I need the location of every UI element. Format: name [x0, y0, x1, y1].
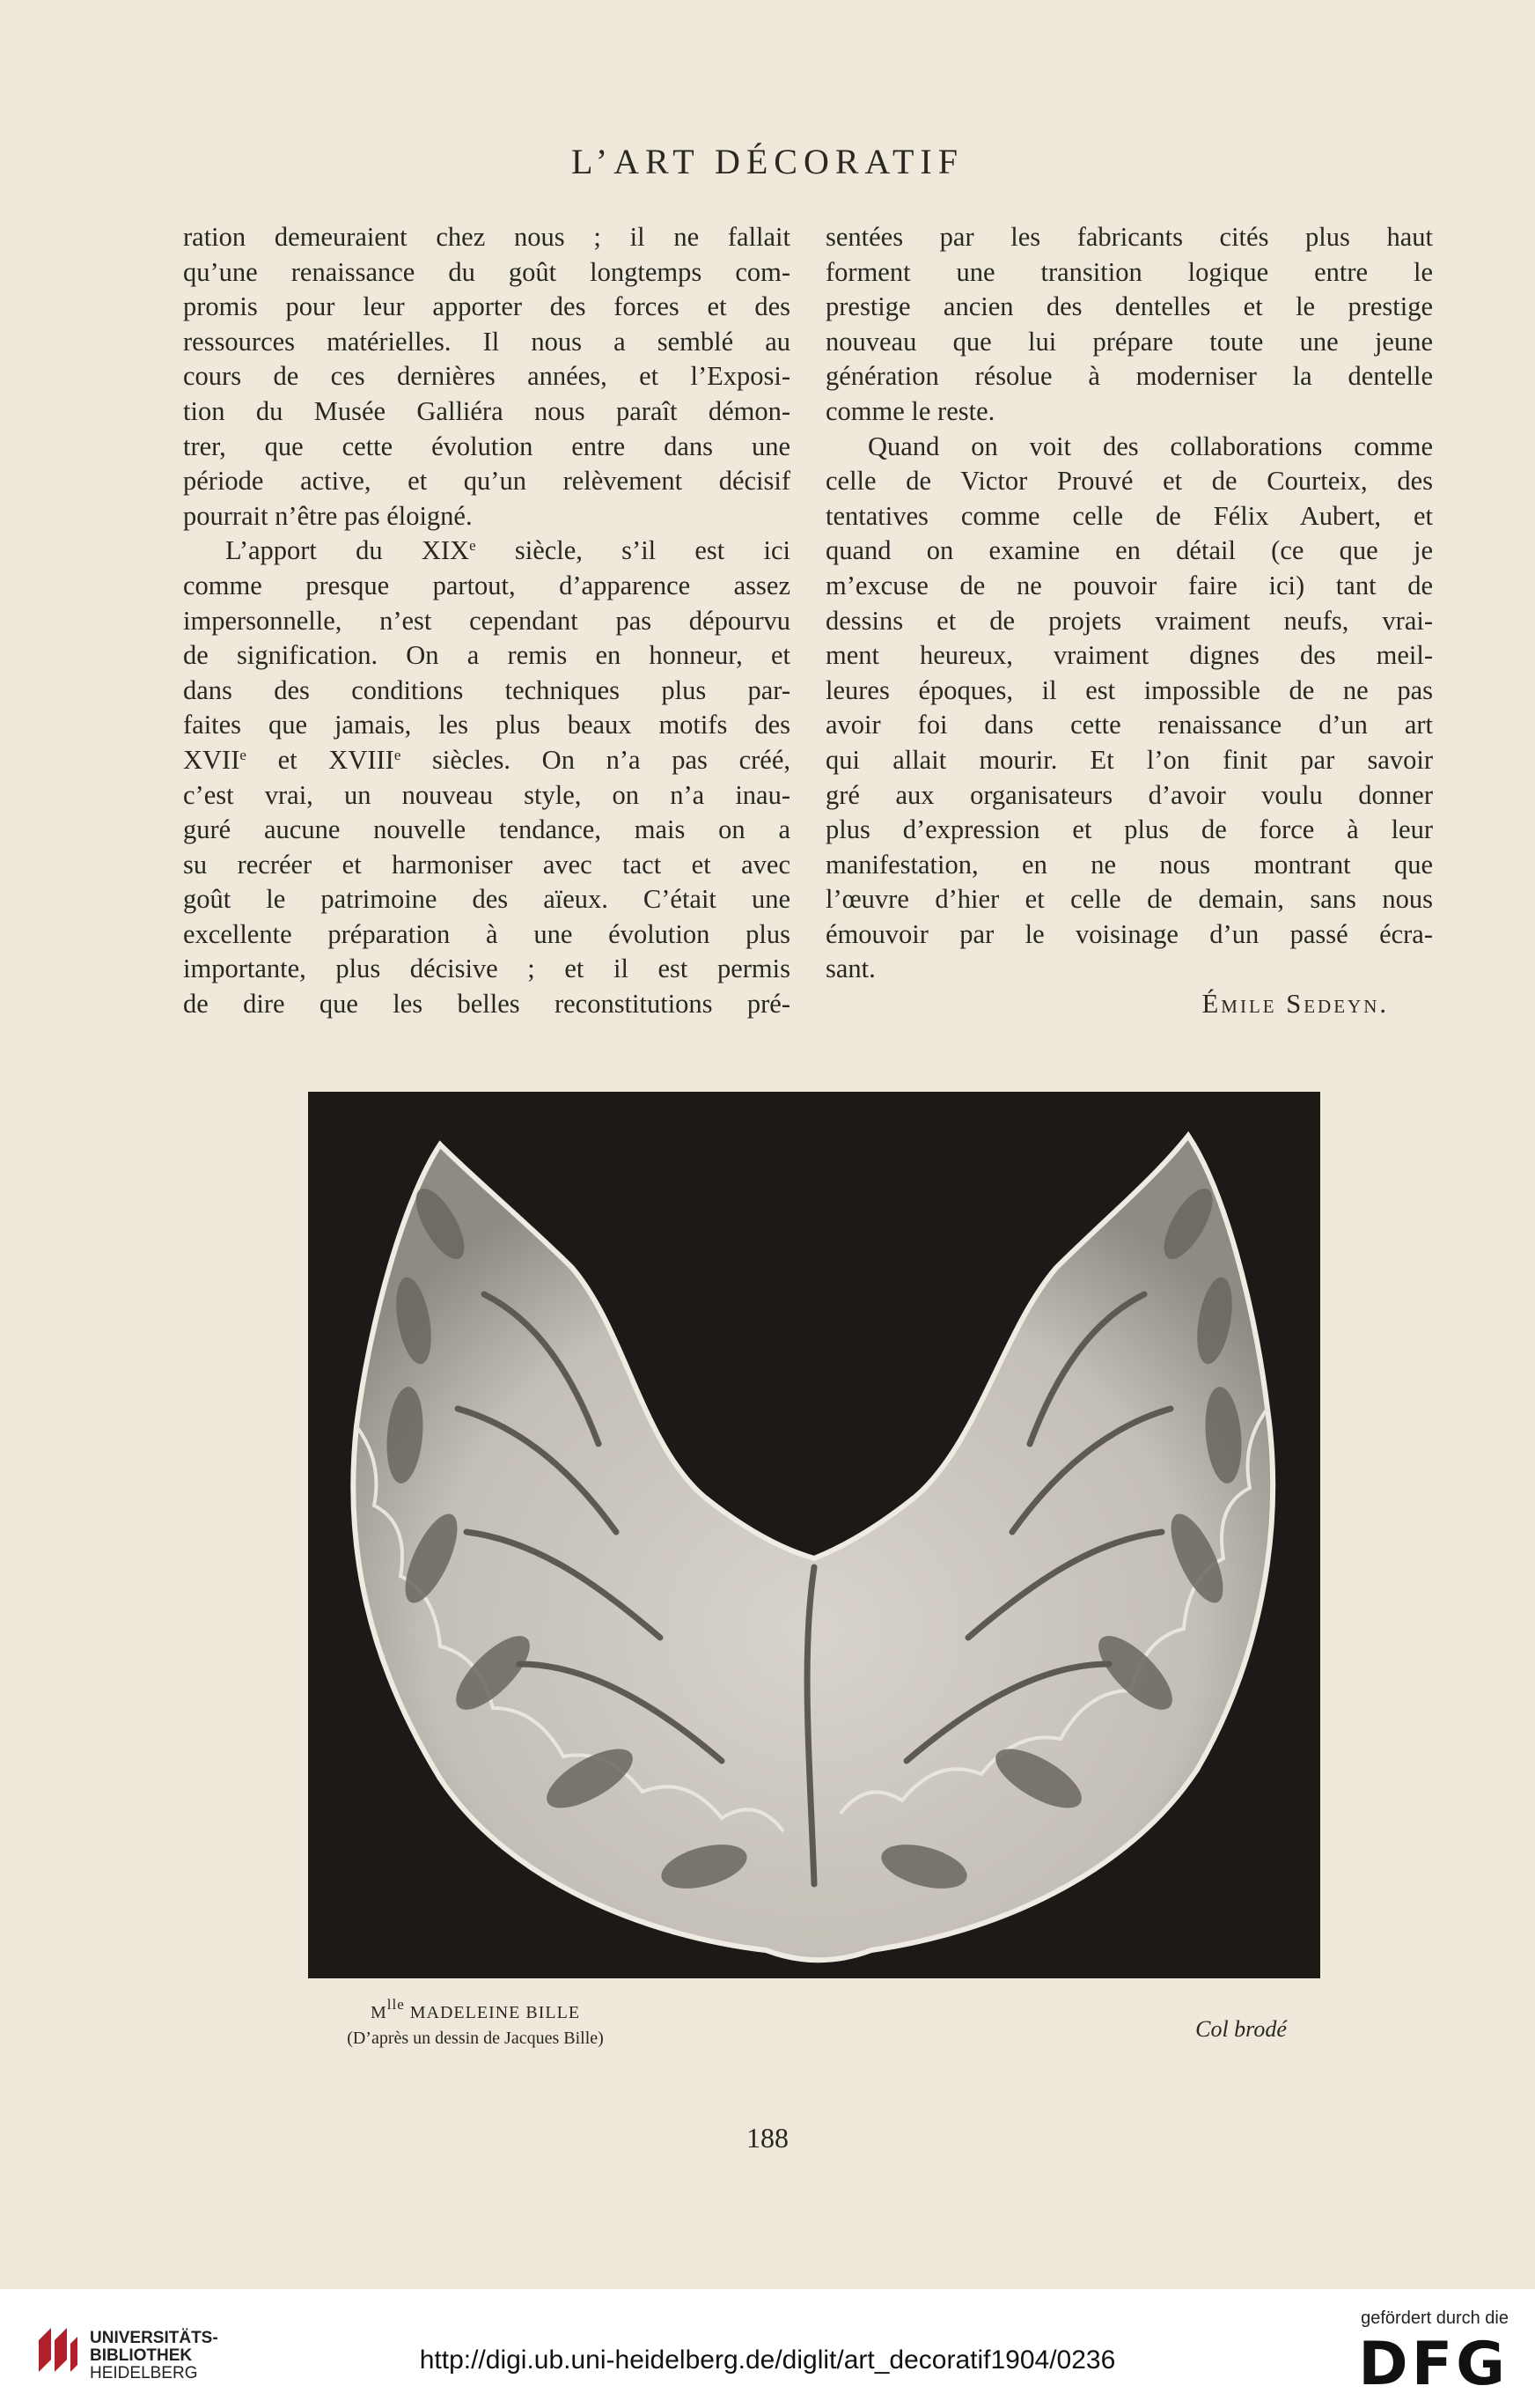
text-line: forment une transition logique entre le: [826, 256, 1433, 287]
text-line: celle de Victor Prouvé et de Courteix, des: [826, 466, 1433, 497]
page-number: 188: [746, 2122, 789, 2154]
text-line: goût le patrimoine des aïeux. C’était une: [183, 884, 790, 915]
text-line: importante, plus décisive ; et il est permis: [183, 954, 790, 984]
text-line: prestige ancien des dentelles et le prestige: [826, 291, 1433, 322]
text-line: tion du Musée Galliéra nous paraît démon-: [183, 395, 790, 426]
text-line: dessins et de projets vraiment neufs, vrai-: [826, 605, 1433, 636]
text-line: manifestation, en ne nous montrant que: [826, 849, 1433, 880]
text-line: impersonnelle, n’est cependant pas dépourvu: [183, 605, 790, 636]
dfg-logo: DFG: [1358, 2330, 1509, 2399]
text-line: ment heureux, vraiment dignes des meil-: [826, 640, 1433, 671]
text-line: tentatives comme celle de Félix Aubert, et: [826, 500, 1433, 531]
text-line: Émile Sedeyn.: [1201, 989, 1389, 1020]
left-text-column: [183, 220, 790, 1022]
text-line: période active, et qu’un relèvement décisif: [183, 466, 790, 497]
text-line: promis pour leur apporter des forces et des: [183, 291, 790, 322]
text-line: nouveau que lui prépare toute une jeune: [826, 326, 1433, 357]
text-line: de dire que les belles reconstitutions pré-: [183, 989, 790, 1020]
text-line: pourrait n’être pas éloigné.: [183, 500, 473, 531]
text-line: ration demeuraient chez nous ; il ne fallait: [183, 222, 790, 252]
text-line: su recréer et harmoniser avec tact et avec: [183, 849, 790, 880]
text-line: leures époques, il est impossible de ne pas: [826, 674, 1433, 705]
text-line: c’est vrai, un nouveau style, on n’a inau-: [183, 779, 790, 810]
text-line: guré aucune nouvelle tendance, mais on a: [183, 814, 790, 845]
text-line: comme le reste.: [826, 395, 995, 426]
embroidered-collar-photo: [308, 1092, 1320, 1978]
institution-line-1: UNIVERSITÄTS-: [90, 2329, 218, 2347]
text-line: émouvoir par le voisinage d’un passé écra-: [826, 918, 1433, 949]
permalink-url[interactable]: http://digi.ub.uni-heidelberg.de/diglit/art_decoratif1904/0236: [419, 2345, 1116, 2375]
drawing-credit: (D’après un dessin de Jacques Bille): [347, 2029, 604, 2048]
text-line: ressources matérielles. Il nous a semblé au: [183, 326, 790, 357]
text-line: comme presque partout, d’apparence assez: [183, 570, 790, 600]
text-line: dans des conditions techniques plus par-: [183, 674, 790, 705]
text-line: XVIIe et XVIIIe siècles. On n’a pas créé,: [183, 744, 790, 775]
digitization-footer: [0, 2289, 1535, 2408]
text-line: excellente préparation à une évolution plus: [183, 918, 790, 949]
funded-by-label: gefördert durch die: [1361, 2309, 1509, 2328]
figure-caption-artist: [326, 1996, 625, 2049]
figure-title: Col brodé: [1195, 2016, 1287, 2042]
text-line: trer, que cette évolution entre dans une: [183, 431, 790, 461]
artist-name: $M^{lle}$ MADELEINE BILLE: [370, 1996, 581, 2022]
text-line: quand on examine en détail (ce que je: [826, 535, 1433, 566]
text-line: sentées par les fabricants cités plus haut: [826, 222, 1433, 252]
text-line: génération résolue à moderniser la dentelle: [826, 361, 1433, 392]
text-line: l’œuvre d’hier et celle de demain, sans nous: [826, 884, 1433, 915]
text-line: L’apport du XIXe siècle, s’il est ici: [225, 535, 790, 566]
right-text-column: [826, 220, 1433, 1022]
text-line: plus d’expression et plus de force à leur: [826, 814, 1433, 845]
collar-illustration: [308, 1092, 1320, 1978]
text-line: faites que jamais, les plus beaux motifs des: [183, 710, 790, 740]
institution-line-3: HEIDELBERG: [90, 2364, 198, 2382]
text-line: qui allait mourir. Et l’on finit par savoir: [826, 744, 1433, 775]
institution-line-2: BIBLIOTHEK: [90, 2346, 193, 2365]
text-line: avoir foi dans cette renaissance d’un art: [826, 710, 1433, 740]
text-line: qu’une renaissance du goût longtemps com-: [183, 256, 790, 287]
text-line: gré aux organisateurs d’avoir voulu donner: [826, 779, 1433, 810]
text-line: cours de ces dernières années, et l’Exposi-: [183, 361, 790, 392]
text-line: de signification. On a remis en honneur, et: [183, 640, 790, 671]
text-line: Quand on voit des collaborations comme: [868, 431, 1433, 461]
text-line: m’excuse de ne pouvoir faire ici) tant de: [826, 570, 1433, 600]
running-head: L’ART DÉCORATIF: [571, 142, 964, 181]
text-line: sant.: [826, 954, 876, 984]
